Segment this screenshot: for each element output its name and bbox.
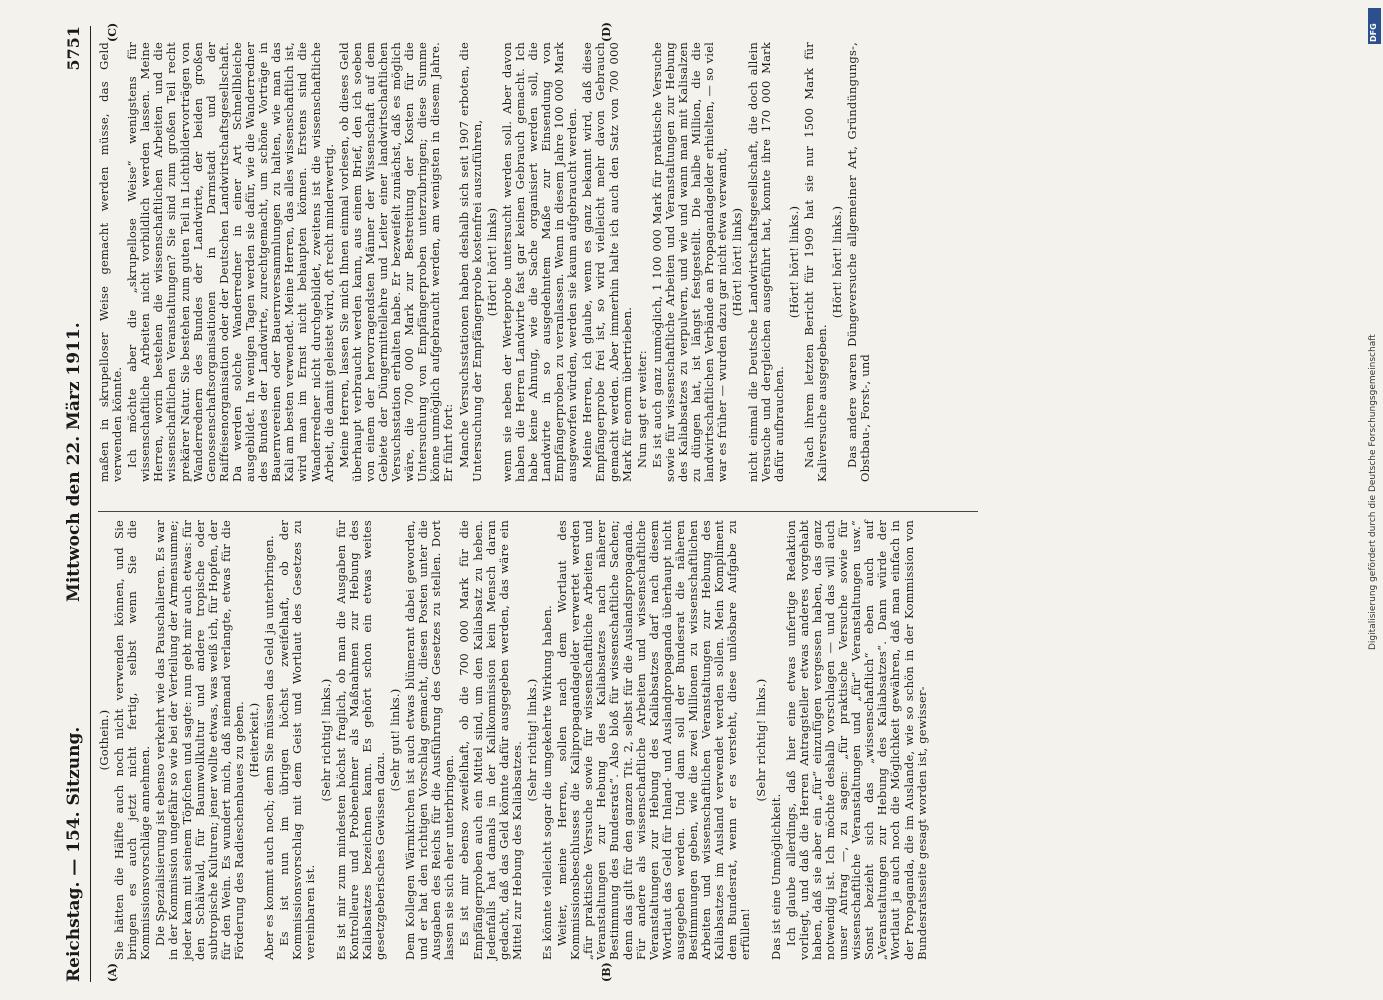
paragraph: Nach ihrem letzten Bericht für 1909 hat sie nur 1500 Mark für Kaliversuche ausgegeben. <box>801 42 829 482</box>
paragraph: Die Spezialisierung ist ebenso verkehrt wie das Pauschalieren. Es war in der Kommission ungefähr so wie bei der Verteilung der Armensumme; jeder kam mit seinem Töpfchen und sagte: nun gebt mir auch etwas: für den Schälwald, für Baumwollkultur und andere tropische oder subtropische Kulturen; jener wollte etwas, was weiß ich, für Hopfen, der für den Wein. Es wundert mich, daß niemand verlangte, etwas für die Förderung des Radieschenbaues zu geben. <box>153 520 246 960</box>
paragraph: Aber es kommt auch noch; denn Sie müssen das Geld ja unterbringen. <box>262 535 277 960</box>
margin-marker-b: (B) <box>600 962 613 982</box>
interjection: (Hört! hört! links.) <box>786 205 801 319</box>
paragraph: Weiter, meine Herren, sollen nach dem Wortlaut des Kommissionsbeschlusses die Kalipropagandagelder verwertet werden „für praktische Versuche sowie für wissenschaftliche Arbeiten und Veranstaltungen zur Hebung des Kaliabsatzes nach näherer Bestimmung des Bundesrats“. Also bloß für wissenschaftliche Sachen; denn das gilt für den ganzen Tit. 2, selbst für die Auslandspropaganda. Für andere als wissenschaftliche Arbeiten und wissenschaftliche Veranstaltungen zur Hebung des Kaliabsatzes darf nach diesem Wortlaut das Geld für Inland- und Auslandpropaganda überhaupt nicht ausgegeben werden. Und dann soll der Bundesrat die näheren Bestimmungen geben, wie die zwei Millionen zu wissenschaftlichen Arbeiten und wissenschaftlichen Veranstaltungen zur Hebung des Kaliabsatzes im Ausland verwendet werden sollen. Mein Kompliment dem Bundesrat, wenn er es versteht, diese unlösbare Aufgabe zu erfüllen! <box>555 520 753 960</box>
paragraph: Dem Kollegen Wärmkirchen ist auch etwas blümerant dabei geworden, und er hat den richtigen Vorschlag gemacht, diesen Posten unter die Ausgaben des Reichs für die Ausführung des Gesetzes zu stellen. Dort lassen sie sich eher unterbringen. <box>403 520 457 960</box>
interjection: (Sehr richtig! links.) <box>318 678 333 802</box>
paragraph: Das andere waren Düngeversuche allgemeiner Art, Gründüngungs-, Obstbau-, Forst-, und <box>845 42 873 482</box>
column-divider <box>98 511 978 512</box>
margin-marker-c: (C) <box>106 22 119 42</box>
interjection: (Gothein.) <box>97 709 111 771</box>
interjection: (Hört! hört! links.) <box>830 205 845 319</box>
margin-marker-a: (A) <box>106 963 119 982</box>
paragraph: Es ist mir ebenso zweifelhaft, ob die 700 000 Mark für die Empfängerproben auch ein Mittel sind, um den Kaliabsatz zu heben. Jedenfalls hat damals in der Kalikommission kein Mensch daran gedacht, daß das Geld könnte dafür ausgegeben werden, das wäre ein Mittel zur Hebung des Kaliabsatzes. <box>457 520 524 960</box>
interjection: (Sehr gut! links.) <box>387 688 402 792</box>
paragraph: maßen in skrupelloser Weise gemacht werden müsse, das Geld verwenden könnte. <box>97 42 125 482</box>
paragraph: Ich glaube allerdings, daß hier eine etwas unfertige Redaktion vorliegt, und daß die Herren Antragsteller etwas anderes vorgehabt haben, daß sie aber ein „für“ einzufügen vergessen haben, das ganz notwendig ist. Ich möchte deshalb vorschlagen — und das will auch unser Antrag —, zu sagen: „für praktische Versuche sowie für wissenschaftliche Veranstaltungen und „für“ Veranstaltungen usw.“ Sonst bezieht sich das „wissenschaftlich“ eben auch auf „Veranstaltungen zur Hebung des Kaliabsatzes“. Dann würde der Wortlaut ja auch noch die Möglichkeit gewähren, daß man einfach in der Propaganda, die im Auslande, wie so schön in der Kommission von Bundesratsseite gesagt worden ist, gewisser- <box>783 520 929 960</box>
paragraph: Ich möchte aber die „skrupellose Weise“ wenigstens für wissenschaftliche Arbeiten nicht vorbildlich werden lassen. Meine Herren, worin bestehen die wissenschaftlichen Arbeiten und die wissenschaftlichen Veranstaltungen? Sie sind zum großen Teil recht prekärer Natur. Sie bestehen zum guten Teil in Lichtbildervorträgen von Wanderrednern des Bundes der Landwirte, der beiden großen Genossenschaftsorganisationen in Darmstadt und der Raiffeisenorganisation oder der Deutschen Landwirtschaftsgesellschaft. Da werden solche Wanderredner in einer Art Schnellbleiche ausgebildet. In wenigen Tagen werden sie dafür, wie die Wanderredner des Bundes der Landwirte, zurechtgemacht, um schöne Vorträge in Bauernvereinen oder Bauernversammlungen zu halten, wie man das Kali am besten verwendet. Meine Herren, das alles wissenschaftlich ist, wird man im Ernst nicht behaupten können. Erstens sind die Wanderredner nicht durchgebildet, zweitens ist die wissenschaftliche Arbeit, die damit geleistet wird, oft recht minderwertig. <box>125 42 336 482</box>
left-column <box>98 520 931 960</box>
paragraph: Es ist nun im übrigen höchst zweifelhaft, ob der Kommissionsvorschlag mit dem Geist und Wortlaut des Gesetzes zu vereinbaren ist. <box>277 520 318 960</box>
interjection: (Hört! hört! links) <box>484 207 499 317</box>
paragraph: Es ist auch ganz unmöglich, 1 100 000 Mark für praktische Versuche sowie für wissenschaftliche Arbeiten und Veranstaltungen zur Hebung des Kaliabsatzes zu verpulvern, und wie und wann man mit Kalisalzen zu düngen hat, ist längst festgestellt. Die halbe Million, die die landwirtschaftlichen Verbände an Propagandagelder erhielten, — so viel war es früher — wurden dazu gar nicht etwa verwandt, <box>649 42 730 482</box>
paragraph: Es ist mir zum mindesten höchst fraglich, ob man die Ausgaben für Kontrolleure und Probenehmer als Maßnahmen zur Hebung des Kaliabsatzes bezeichnen kann. Es gehört schon ein etwas weites gesetzgeberisches Gewissen dazu. <box>333 520 387 960</box>
paragraph: Manche Versuchsstationen haben deshalb sich seit 1907 erboten, die Untersuchung der Empfängerprobe kostenfrei auszuführen, <box>456 42 484 482</box>
interjection: (Hört! hört! links) <box>730 207 745 317</box>
header-date: Mittwoch den 22. März 1911. <box>64 322 84 602</box>
paragraph: Sie hätten die Hälfte auch noch nicht verwenden können, und Sie bringen es auch jetzt nicht fertig, selbst wenn Sie die Kommissionsvorschläge annehmen. <box>112 520 153 960</box>
interjection: (Sehr richtig! links.) <box>753 678 768 802</box>
digitization-note-text: Digitalisierung gefördert durch die Deutsche Forschungsgemeinschaft <box>1368 334 1378 650</box>
paragraph: Das ist eine Unmöglichkeit. <box>768 793 783 960</box>
margin-marker-d: (D) <box>600 22 613 42</box>
page-number: 5751 <box>64 26 83 71</box>
paragraph: Meine Herren, lassen Sie mich Ihnen einmal vorlesen, ob dieses Geld überhaupt verbraucht werden kann, aus einem Brief, den ich soeben von einem der hervorragendsten Männer der Wissenschaft auf dem Gebiete der Düngermittellehre und Leiter einer landwirtschaftlichen Versuchsstation erhalten habe. Er bezweifelt zunächst, daß es möglich wäre, die 700 000 Mark zur Bestreitung der Kosten für die Untersuchung von Empfängerproben unterzubringen; diese Summe könne unmöglich aufgebraucht werden, am wenigsten in diesem Jahre. Er führt fort: <box>336 42 456 482</box>
paragraph: wenn sie neben der Werteprobe untersucht werden soll. Aber davon haben die Herren Landwirte fast gar keinen Gebrauch gemacht. Ich habe keine Ahnung, wie die Sache organisiert werden soll, die Landwirte in so ausgedehntem Maße zur Einsendung von Empfängerproben zu veranlassen. Wenn in diesem Jahre 100 000 Mark ausgeworfen würden, werden sie kaum aufgebraucht werden. <box>499 42 580 482</box>
page-header <box>64 26 91 982</box>
header-session: Reichstag. — 154. Sitzung. <box>64 726 84 982</box>
right-column <box>98 42 874 482</box>
dfg-logo-text: DFG <box>1369 23 1378 42</box>
interjection: (Heiterkeit.) <box>247 702 262 778</box>
paragraph: Es könnte vielleicht sogar die umgekehrte Wirkung haben. <box>540 605 554 960</box>
paragraph: Nun sagt er weiter: <box>634 350 649 468</box>
page-body <box>40 22 1340 982</box>
paragraph: Meine Herren, ich glaube, wenn es ganz bekannt wird, daß diese Empfängerprobe frei ist, so wird vielleicht mehr davon Gebrauch gemacht werden. Aber immerhin halte ich auch den Satz von 700 000 Mark für enorm übertrieben. <box>580 42 634 482</box>
paragraph: nicht einmal die Deutsche Landwirtschaftsgesellschaft, die doch allein Versuche und dergleichen ausgeführt hat, konnte ihre 170 000 Mark dafür aufbrauchen. <box>745 42 786 482</box>
interjection: (Sehr richtig! links.) <box>524 678 539 802</box>
digitization-note <box>1368 10 1382 650</box>
